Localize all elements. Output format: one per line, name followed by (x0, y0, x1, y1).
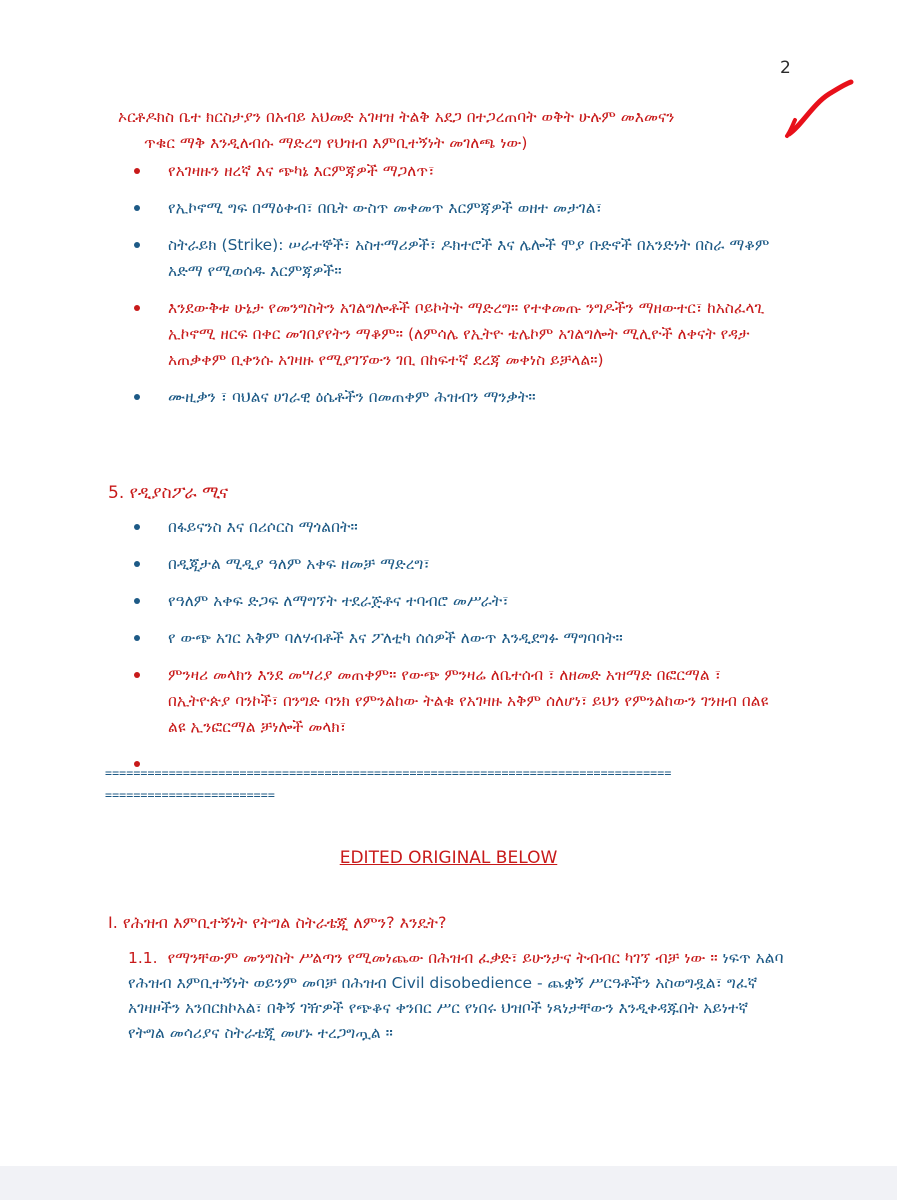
bullet-icon (134, 168, 140, 174)
bullet-icon (134, 598, 140, 604)
list-item-text: ስትራይክ (Strike): ሠራተኞች፣ አስተማሪዎች፣ ዶክተሮች እና ሌሎች ሞያ ቡድኖች በአንድነት በስራ ማቆም አድማ የሚወሰዱ እርምጃዎች። (168, 236, 770, 280)
subsection-1-1 (128, 946, 788, 1046)
bullet-icon (134, 394, 140, 400)
list-item-text: በዲጂታል ሚዲያ ዓለም አቀፍ ዘመቻ ማድረግ፣ (168, 555, 430, 573)
list-item-text: ሙዚቃን ፣ ባህልና ሀገራዊ ዕሴቶችን በመጠቀም ሕዝብን ማንቃት። (168, 388, 536, 406)
page-number: 2 (780, 58, 791, 78)
section-heading-1: I. የሕዝብ እምቢተኝነት የትግል ስትራቴጂ ለምን? እንዴት? (108, 913, 447, 932)
subsection-text-blue: ነፍጥ አልባ የሕዝብ እምቢተኝነት ወይንም መባቻ በሕዝብ Civil disobedience - ጨቋኝ ሥርዓቶችን አስወግዷል፣ ግፈኛ አገዛዞችን አንበርክኮአል፣ በቅኝ ገዥዎች የጭቆና ቀንበር ሥር የነበሩ ህዝቦች ነጻነታቸውን እንዲቀዳጁበት አይነተኛ የትግል መሳሪያና ስትራቴጂ መሆኑ ተረጋግጧል ። (128, 949, 784, 1042)
subsection-number: 1.1. (128, 949, 158, 967)
list-item-text: እንደውቅቱ ሁኔታ የመንግስትን አገልግሎቶች ቦይኮትት ማድረግ። የተቀመጡ ንግዶችን ማዘውተር፣ ከአስፈላጊ ኢኮኖሚ ዘርፍ በቀር መገበያየትን ማቆም። (ለምሳሌ የኢትዮ ቴሌኮም አገልግሎት ሚሊዮች ለቀናት የዳታ አጠቃቀም ቢቀንሱ አገዛዙ የሚያገኘውን ገቢ በከፍተኛ ደረጃ መቀነስ ይቻላል።) (168, 299, 765, 369)
separator-line (105, 762, 805, 806)
red-pen-mark (783, 74, 863, 144)
viewer-bottom-strip (0, 1166, 897, 1200)
bullet-icon (134, 635, 140, 641)
list-item-text: በፋይናንስ እና በሪሶርስ ማጎልበት። (168, 518, 358, 536)
list-item-text: ምንዛሪ መላክን እንደ መሣሪያ መጠቀም። የውጭ ምንዛሬ ለቤተሰብ ፣ ለዘመድ አዝማድ በፎርማል ፣ በኢትዮጵያ ባንኮች፣ በንግድ ባንክ የምንልከው ትልቁ የአገዛዙ አቅም ሰለሆነ፣ ይህን የምንልከውን ገንዘብ በልዩ ልዩ ኢንፎርማል ቻነሎች መላክ፣ (168, 666, 769, 736)
subsection-text-red: የማንቸውም መንግስት ሥልጣን የሚመነጨው በሕዝብ ፈቃድ፣ ይሁንታና ትብብር ካገኘ ብቻ ነው ። (167, 949, 718, 967)
separator-line-1: ================================================================================ (105, 766, 672, 780)
list-item (128, 195, 788, 221)
list-item (128, 514, 788, 540)
list-item (128, 625, 788, 651)
intro-paragraph (118, 104, 788, 156)
list-item (128, 158, 788, 184)
intro-line-2: ጥቁር ማቅ እንዲለብሱ ማድረግ የህዝብ እምቢተኝነት መገለጫ ነው) (144, 134, 528, 152)
strategy-bullet-list (128, 158, 788, 421)
intro-line-1: ኦርቶዶክስ ቤተ ክርስታያን በአብይ አህመድ አገዛዝ ትልቅ አደጋ በተጋረጠባት ወቅት ሁሉም መእመናን (118, 108, 675, 126)
bullet-icon (134, 205, 140, 211)
separator-line-2: ======================== (105, 788, 275, 802)
bullet-icon (134, 242, 140, 248)
list-item (128, 384, 788, 410)
list-item (128, 662, 788, 740)
edited-original-title: EDITED ORIGINAL BELOW (339, 848, 558, 868)
list-item-text: የአገዛዙን ዘረኛ እና ጭካኔ እርምጃዎች ማጋለጥ፣ (168, 162, 435, 180)
bullet-icon (134, 305, 140, 311)
list-item-text: የኢኮኖሚ ግፍ በማዕቀብ፣ በቤት ውስጥ መቀመጥ እርምጃዎች ወዘተ መታገል፣ (168, 199, 602, 217)
bullet-icon (134, 672, 140, 678)
section-heading-diaspora: 5. የዲያስፖራ ሚና (108, 483, 229, 503)
list-item (128, 551, 788, 577)
list-item (128, 232, 788, 284)
bullet-icon (134, 524, 140, 530)
diaspora-bullet-list (128, 514, 788, 788)
list-item (128, 588, 788, 614)
list-item (128, 295, 788, 373)
list-item-text: የዓለም አቀፍ ድጋፍ ለማግኘት ተደራጅቶና ተባብሮ መሥራት፣ (168, 592, 509, 610)
bullet-icon (134, 561, 140, 567)
list-item-text: የ ውጭ አገር አቅም ባለሃብቶች እና ፖለቲካ ሰሰዎች ለውጥ እንዲደግፉ ማግባባት። (168, 629, 623, 647)
